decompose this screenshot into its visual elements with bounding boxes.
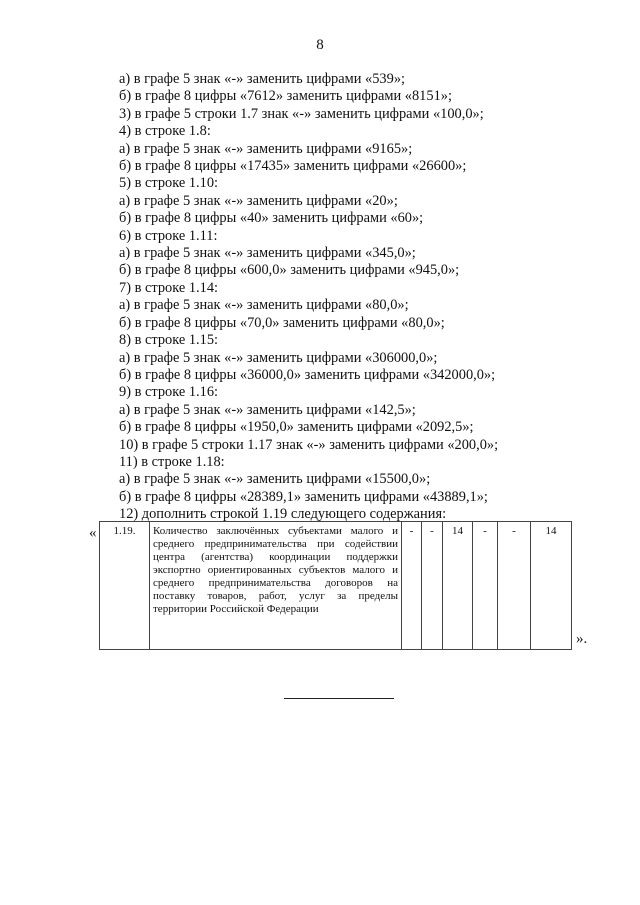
- text-line: а) в графе 5 знак «-» заменить цифрами «345,0»;: [119, 245, 416, 262]
- closing-quote: ».: [576, 631, 588, 647]
- text-line: б) в графе 8 цифры «1950,0» заменить цифрами «2092,5»;: [119, 419, 474, 436]
- text-line: 3) в графе 5 строки 1.7 знак «-» заменить цифрами «100,0»;: [119, 105, 484, 122]
- text-line: 6) в строке 1.11:: [119, 227, 218, 244]
- text-line: 10) в графе 5 строки 1.17 знак «-» заменить цифрами «200,0»;: [119, 436, 499, 453]
- text-line: а) в графе 5 знак «-» заменить цифрами «306000,0»;: [119, 349, 438, 366]
- text-line: а) в графе 5 знак «-» заменить цифрами «142,5»;: [119, 401, 416, 418]
- value-cell: 14: [443, 522, 473, 650]
- text-line: а) в графе 5 знак «-» заменить цифрами «9165»;: [119, 140, 413, 157]
- value-cell: -: [402, 522, 422, 650]
- text-line: 8) в строке 1.15:: [119, 332, 219, 349]
- value-cell: -: [422, 522, 443, 650]
- value-cell: -: [473, 522, 498, 650]
- text-line: 11) в строке 1.18:: [119, 453, 225, 470]
- text-line: 9) в строке 1.16:: [119, 384, 219, 401]
- page-number: 8: [316, 37, 324, 53]
- text-line: а) в графе 5 знак «-» заменить цифрами «20»;: [119, 192, 398, 209]
- text-line: б) в графе 8 цифры «40» заменить цифрами «60»;: [119, 210, 424, 227]
- text-line: б) в графе 8 цифры «600,0» заменить цифрами «945,0»;: [119, 262, 460, 279]
- text-line: 4) в строке 1.8:: [119, 123, 211, 140]
- opening-quote: «: [89, 525, 97, 541]
- value-cell: 14: [531, 522, 572, 650]
- text-line: а) в графе 5 знак «-» заменить цифрами «539»;: [119, 71, 406, 87]
- row-description-cell: Количество заключённых субъектами малого и среднего предпринимательства при содействии центра (агентства) координации поддержки экспортно ориентированных субъектов малого и среднего предпринимательства договоров на поставку товаров, работ, услуг за пределы территории Российской Федерации: [150, 522, 402, 650]
- value-cell: -: [498, 522, 531, 650]
- text-line: 5) в строке 1.10:: [119, 175, 219, 192]
- text-line: б) в графе 8 цифры «17435» заменить цифрами «26600»;: [119, 158, 467, 175]
- amendment-text: [119, 71, 498, 524]
- text-line: 12) дополнить строкой 1.19 следующего содержания:: [119, 506, 447, 523]
- row-number-cell: 1.19.: [100, 522, 150, 650]
- table-row: [100, 522, 572, 650]
- text-line: б) в графе 8 цифры «36000,0» заменить цифрами «342000,0»;: [119, 366, 496, 383]
- text-line: 7) в строке 1.14:: [119, 279, 219, 296]
- text-line: б) в графе 8 цифры «7612» заменить цифрами «8151»;: [119, 88, 452, 105]
- text-line: б) в графе 8 цифры «28389,1» заменить цифрами «43889,1»;: [119, 488, 488, 505]
- text-line: а) в графе 5 знак «-» заменить цифрами «80,0»;: [119, 297, 409, 314]
- text-line: а) в графе 5 знак «-» заменить цифрами «15500,0»;: [119, 471, 431, 488]
- amendment-table: [99, 521, 572, 650]
- end-divider: [284, 698, 394, 699]
- text-line: б) в графе 8 цифры «70,0» заменить цифрами «80,0»;: [119, 314, 445, 331]
